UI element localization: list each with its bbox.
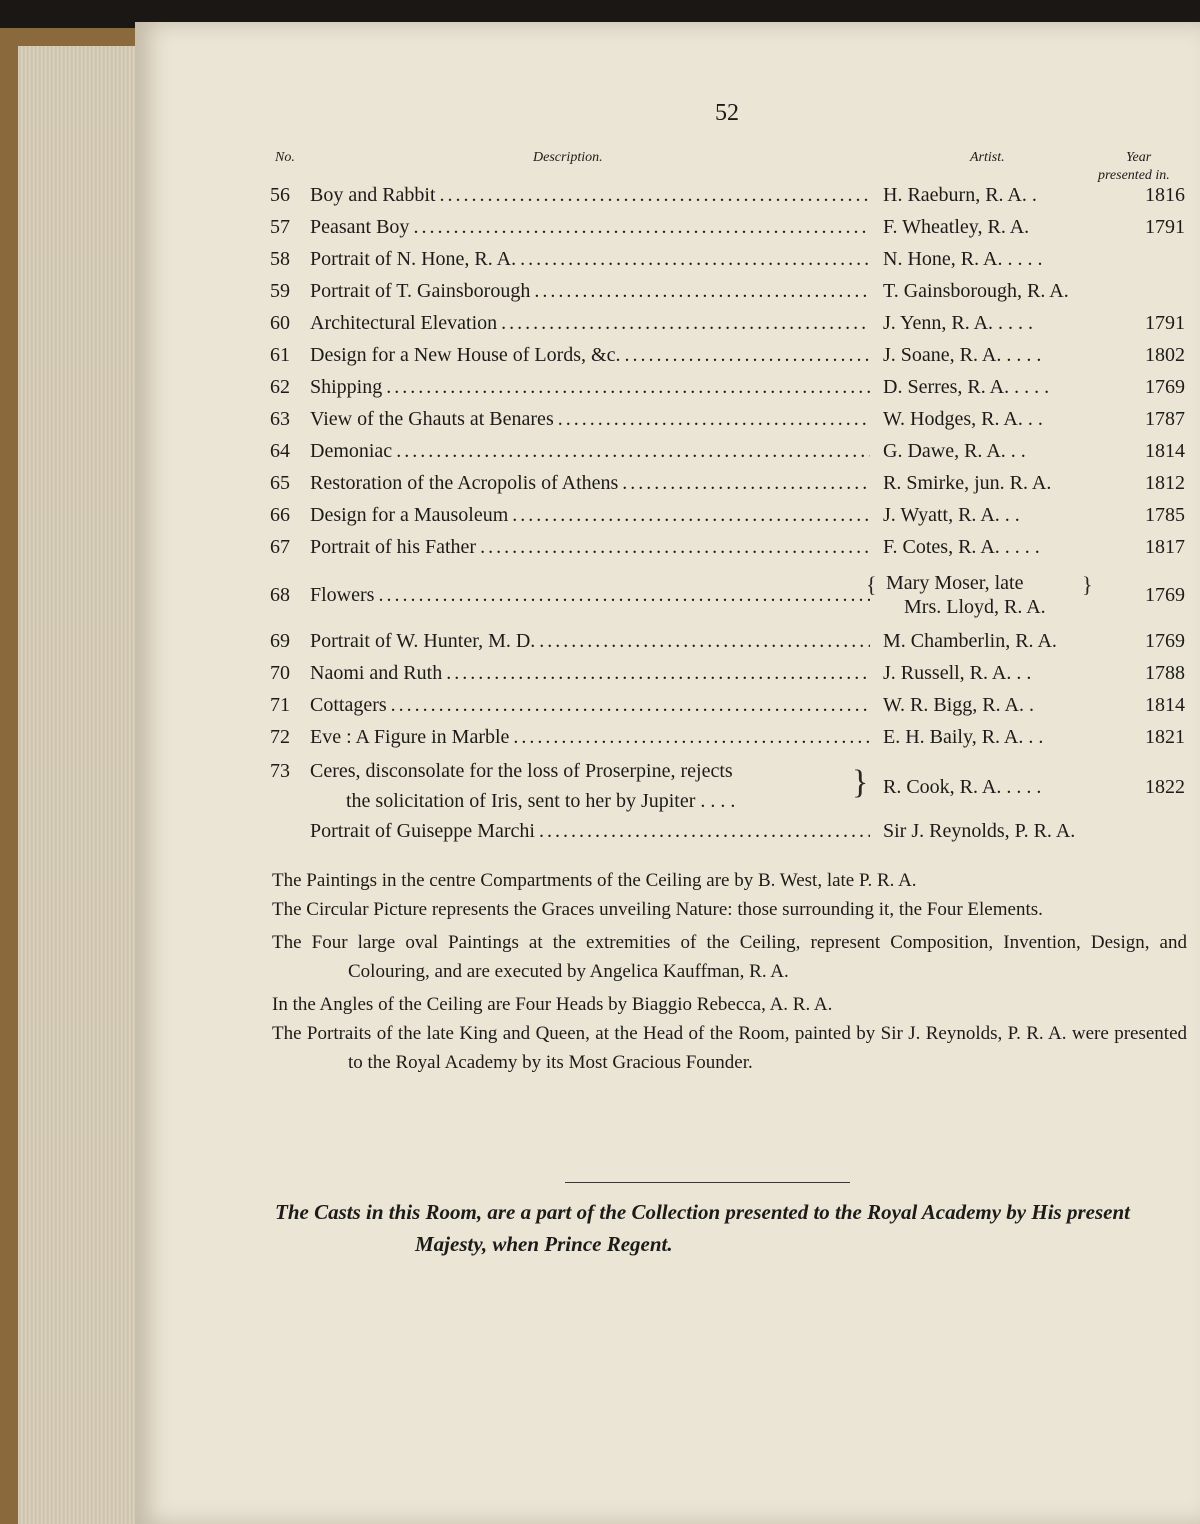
entry-artist: R. Cook, R. A. . . . . [883, 776, 1042, 798]
table-row [270, 504, 1190, 534]
entry-artist-line-1: Mary Moser, late [886, 572, 1024, 594]
entry-description: Architectural Elevation . . . [310, 312, 870, 335]
table-row [270, 572, 1190, 626]
entry-artist: J. Yenn, R. A. . . . . [883, 312, 1034, 334]
entry-artist: R. Smirke, jun. R. A. [883, 472, 1052, 494]
entry-description: Demoniac . . . [310, 440, 870, 463]
entry-number: 72 [270, 726, 290, 748]
entry-description: Eve : A Figure in Marble . . . [310, 726, 870, 749]
table-row [270, 440, 1190, 470]
entry-number: 73 [270, 760, 290, 782]
column-header-year-sub: presented in. [1098, 168, 1170, 183]
entry-artist: H. Raeburn, R. A. . [883, 184, 1037, 206]
entry-number: 62 [270, 376, 290, 398]
entry-year: 1791 [1145, 216, 1185, 238]
page-edges [18, 46, 140, 1524]
entry-number: 56 [270, 184, 290, 206]
entry-number: 63 [270, 408, 290, 430]
table-row [270, 408, 1190, 438]
entry-description: Portrait of N. Hone, R. A. . . . [310, 248, 870, 271]
entry-artist: G. Dawe, R. A. . . [883, 440, 1026, 462]
entry-year: 1787 [1145, 408, 1185, 430]
entry-number: 60 [270, 312, 290, 334]
entry-number: 58 [270, 248, 290, 270]
entry-description: Portrait of W. Hunter, M. D. . . . [310, 630, 870, 653]
entry-description: View of the Ghauts at Benares . . . [310, 408, 870, 431]
entry-artist: D. Serres, R. A. . . . . [883, 376, 1050, 398]
entry-number: 67 [270, 536, 290, 558]
entry-year: 1802 [1145, 344, 1185, 366]
entry-number: 70 [270, 662, 290, 684]
entry-artist: F. Cotes, R. A. . . . . [883, 536, 1040, 558]
entry-description-line-1: Ceres, disconsolate for the loss of Proserpine, rejects [310, 760, 733, 782]
entry-description: Design for a Mausoleum . . . [310, 504, 870, 527]
entry-number: 64 [270, 440, 290, 462]
entry-artist: N. Hone, R. A. . . . . [883, 248, 1043, 270]
entry-artist: J. Soane, R. A. . . . . [883, 344, 1042, 366]
entry-year: 1821 [1145, 726, 1185, 748]
casts-note [275, 1196, 1187, 1260]
entry-year: 1769 [1145, 376, 1185, 398]
entry-artist: M. Chamberlin, R. A. [883, 630, 1057, 652]
entry-number: 57 [270, 216, 290, 238]
entry-year: 1814 [1145, 694, 1185, 716]
entry-year: 1814 [1145, 440, 1185, 462]
note-paragraph: The Portraits of the late King and Queen, at the Head of the Room, painted by Sir J. Reynolds, P. R. A. were presented to the Royal Academy by its Most Gracious Founder. [272, 1023, 1187, 1073]
table-row [270, 312, 1190, 342]
table-row [270, 726, 1190, 756]
right-brace: } [1082, 572, 1093, 597]
entry-number: 66 [270, 504, 290, 526]
table-row [270, 216, 1190, 246]
entry-year: 1769 [1145, 584, 1185, 606]
table-row [270, 662, 1190, 692]
entry-number: 69 [270, 630, 290, 652]
entry-year: 1822 [1145, 776, 1185, 798]
entry-description: Portrait of his Father . . . [310, 536, 870, 559]
note-paragraph: The Paintings in the centre Compartments of the Ceiling are by B. West, late P. R. A. [272, 870, 917, 891]
entry-artist: F. Wheatley, R. A. [883, 216, 1030, 238]
entry-number: 61 [270, 344, 290, 366]
table-row [270, 280, 1190, 310]
entry-number: 68 [270, 584, 290, 606]
entry-description-line-2: the solicitation of Iris, sent to her by Jupiter . . . . [346, 790, 736, 812]
note-paragraph: The Four large oval Paintings at the extremities of the Ceiling, represent Composition, Invention, Design, and Colouring, and are executed by Angelica Kauffman, R. A. [272, 932, 1187, 982]
column-header-no: No. [275, 150, 295, 165]
entry-number: 71 [270, 694, 290, 716]
column-header-artist: Artist. [970, 150, 1005, 165]
entry-artist: E. H. Baily, R. A. . . [883, 726, 1044, 748]
table-row [270, 694, 1190, 724]
divider-rule [565, 1182, 850, 1183]
entry-description: Portrait of T. Gainsborough . . . [310, 280, 870, 303]
entry-year: 1785 [1145, 504, 1185, 526]
entry-description: Cottagers . . . [310, 694, 870, 717]
column-header-year: Year [1126, 150, 1152, 165]
entry-description: Design for a New House of Lords, &c. . . . [310, 344, 870, 367]
table-row [270, 536, 1190, 566]
entry-artist-line-2: Mrs. Lloyd, R. A. [904, 596, 1046, 618]
column-header-description: Description. [533, 150, 603, 165]
entry-year: 1816 [1145, 184, 1185, 206]
right-brace: } [852, 764, 869, 801]
entry-artist: Sir J. Reynolds, P. R. A. [883, 820, 1076, 842]
entry-year: 1812 [1145, 472, 1185, 494]
entry-number: 59 [270, 280, 290, 302]
entry-year: 1817 [1145, 536, 1185, 558]
table-row [270, 248, 1190, 278]
page-number: 52 [715, 100, 739, 126]
note-paragraph: In the Angles of the Ceiling are Four Heads by Biaggio Rebecca, A. R. A. [272, 994, 833, 1015]
table-row [270, 472, 1190, 502]
entry-number: 65 [270, 472, 290, 494]
entry-artist: J. Wyatt, R. A. . . [883, 504, 1020, 526]
entry-description: Portrait of Guiseppe Marchi . . . [310, 820, 870, 843]
note-paragraph: The Circular Picture represents the Graces unveiling Nature: those surrounding it, the Four Elements. [272, 899, 1043, 920]
entry-artist: T. Gainsborough, R. A. [883, 280, 1069, 302]
entry-description: Naomi and Ruth . . . [310, 662, 870, 685]
entry-year: 1788 [1145, 662, 1185, 684]
notes-section [272, 866, 1187, 1077]
entry-description: Shipping . . . [310, 376, 870, 399]
table-row [270, 820, 1190, 850]
table-row [270, 344, 1190, 374]
entry-description: Restoration of the Acropolis of Athens . . . [310, 472, 870, 495]
entry-year: 1791 [1145, 312, 1185, 334]
entry-description: Flowers . . . [310, 584, 870, 607]
table-row [270, 760, 1190, 822]
table-row [270, 376, 1190, 406]
entry-description: Peasant Boy . . . [310, 216, 870, 239]
left-brace: { [866, 572, 877, 597]
entry-artist: W. Hodges, R. A. . . [883, 408, 1043, 430]
casts-note-text: The Casts in this Room, are a part of the Collection presented to the Royal Academy by His present Majesty, when Prince Regent. [275, 1200, 1130, 1256]
entry-artist: W. R. Bigg, R. A. . [883, 694, 1034, 716]
table-row [270, 630, 1190, 660]
table-row [270, 184, 1190, 214]
entry-description: Boy and Rabbit . . . [310, 184, 870, 207]
entry-year: 1769 [1145, 630, 1185, 652]
entry-artist: J. Russell, R. A. . . [883, 662, 1032, 684]
